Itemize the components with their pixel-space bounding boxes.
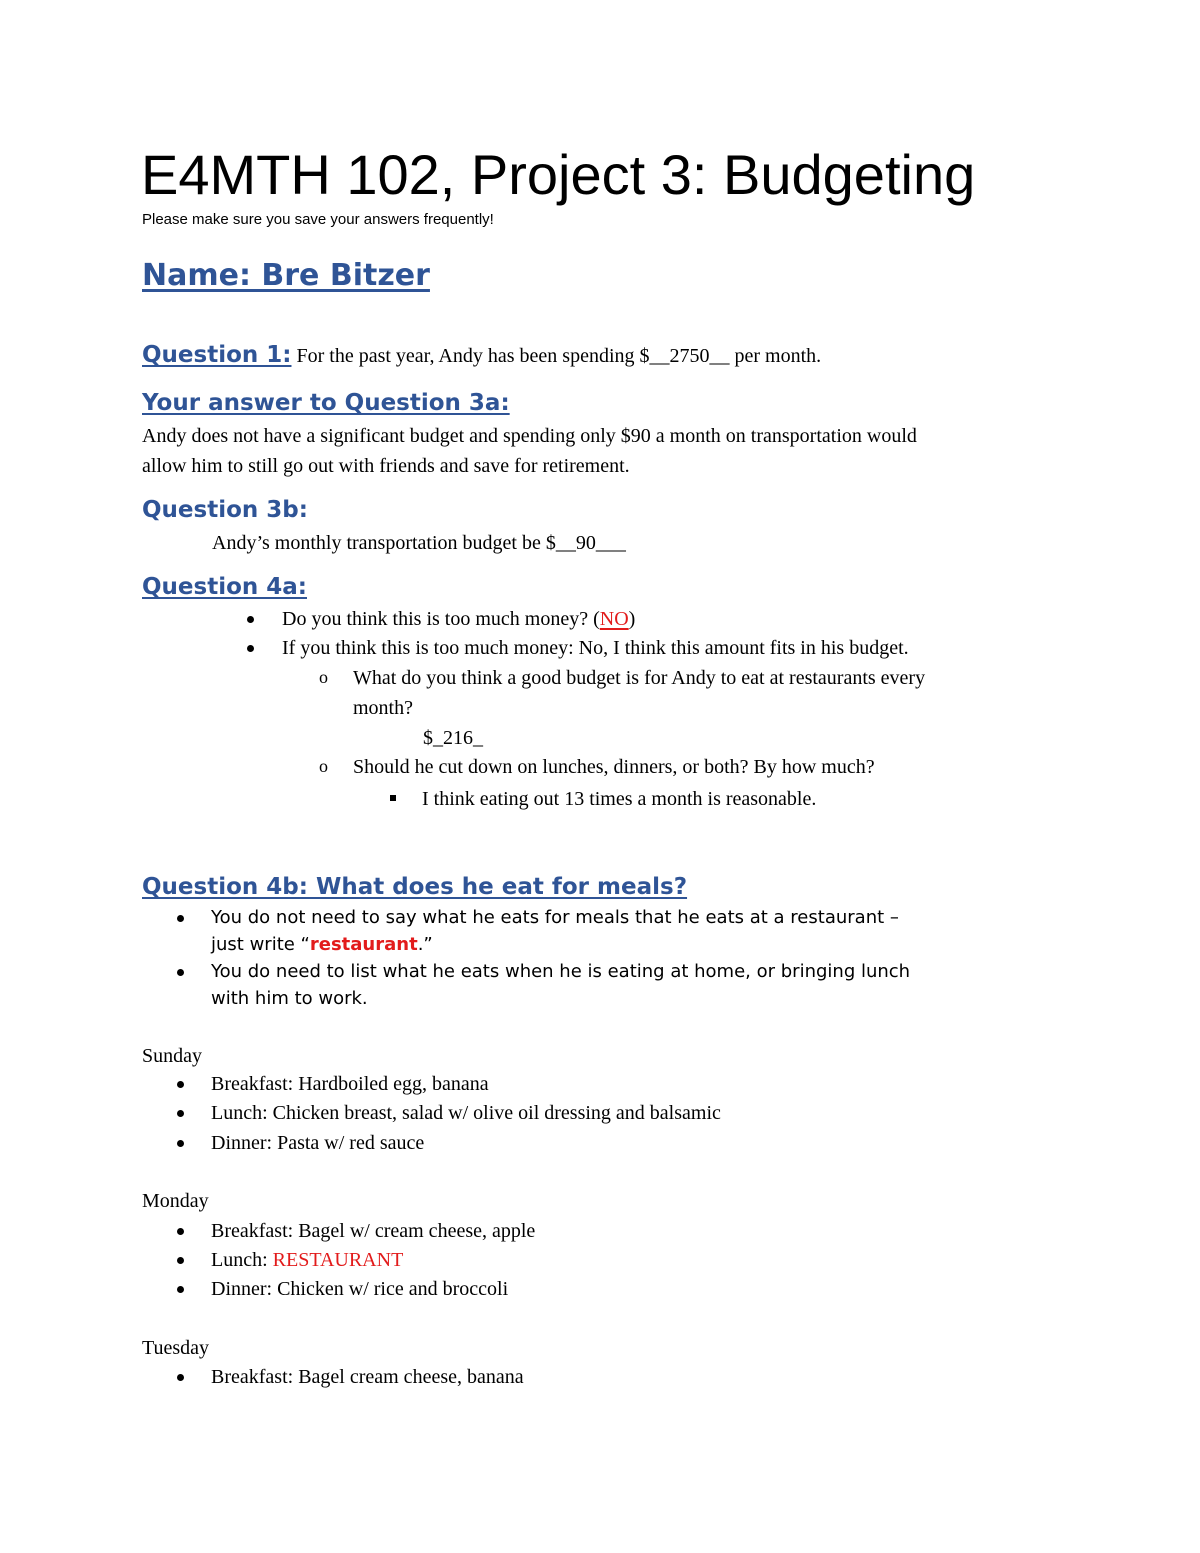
- question-4a-bullet-1-text: Do you think this is too much money? (: [282, 608, 600, 630]
- question-4a-restaurant-budget: $_216_: [423, 727, 483, 749]
- monday-lunch-label: Lunch:: [211, 1249, 273, 1271]
- question-4b-bullet-1-line-1: You do not need to say what he eats for meals that he eats at a restaurant –: [211, 907, 899, 928]
- square-bullet-icon: [390, 795, 396, 801]
- day-sunday: Sunday: [142, 1045, 202, 1067]
- question-4b-bullet-1-suffix: .”: [417, 934, 433, 955]
- question-4a-label: Question 4a:: [142, 574, 307, 600]
- question-3b-label: Question 3b:: [142, 497, 308, 523]
- monday-dinner: Dinner: Chicken w/ rice and broccoli: [211, 1278, 509, 1300]
- question-4a-bullet-1-close: ): [628, 608, 636, 630]
- bullet-icon: [177, 1081, 184, 1088]
- monday-lunch-restaurant: RESTAURANT: [272, 1249, 404, 1271]
- question-4a-sub-2: Should he cut down on lunches, dinners, or both? By how much?: [353, 756, 875, 778]
- question-4b-bullet-1-line-2: [211, 931, 433, 958]
- tuesday-breakfast: Breakfast: Bagel cream cheese, banana: [211, 1366, 524, 1388]
- question-3a-label: Your answer to Question 3a:: [142, 390, 510, 416]
- bullet-icon: [177, 1374, 184, 1381]
- restaurant-keyword: restaurant: [309, 934, 418, 955]
- question-4b-label: Question 4b: What does he eat for meals?: [142, 874, 688, 900]
- question-4b-bullet-1-prefix: just write “: [211, 934, 310, 955]
- bullet-icon: [177, 1228, 184, 1235]
- hollow-bullet-icon: o: [319, 756, 328, 776]
- question-4a-bullet-1: [282, 604, 635, 634]
- question-4a-bullet-2: If you think this is too much money: No, I think this amount fits in his budget.: [282, 637, 909, 659]
- question-1: [142, 340, 821, 371]
- bullet-icon: [177, 969, 184, 976]
- bullet-icon: [177, 1257, 184, 1264]
- question-4b-bullet-2-line-2: with him to work.: [211, 988, 368, 1009]
- document-title: E4MTH 102, Project 3: Budgeting: [141, 143, 976, 206]
- bullet-icon: [177, 1286, 184, 1293]
- question-1-answer: For the past year, Andy has been spending $__2750__ per month.: [291, 345, 822, 367]
- sunday-dinner: Dinner: Pasta w/ red sauce: [211, 1132, 425, 1154]
- bullet-icon: [177, 1110, 184, 1117]
- monday-lunch: [211, 1245, 403, 1275]
- hollow-bullet-icon: o: [319, 667, 328, 687]
- question-4a-sub-1-line-1: What do you think a good budget is for Andy to eat at restaurants every: [353, 667, 926, 689]
- day-monday: Monday: [142, 1190, 209, 1212]
- bullet-icon: [177, 1140, 184, 1147]
- sunday-breakfast: Breakfast: Hardboiled egg, banana: [211, 1073, 489, 1095]
- day-tuesday: Tuesday: [142, 1337, 210, 1359]
- question-4a-sub-sub-1: I think eating out 13 times a month is reasonable.: [422, 788, 817, 810]
- question-3a-answer-line-2: allow him to still go out with friends and save for retirement.: [142, 455, 630, 477]
- question-1-label: Question 1:: [142, 342, 292, 368]
- question-4b-bullet-2-line-1: You do need to list what he eats when he is eating at home, or bringing lunch: [211, 961, 911, 982]
- question-3b-answer: Andy’s monthly transportation budget be $__90___: [212, 532, 626, 554]
- monday-breakfast: Breakfast: Bagel w/ cream cheese, apple: [211, 1220, 536, 1242]
- student-name: Name: Bre Bitzer: [142, 258, 430, 293]
- save-reminder: Please make sure you save your answers frequently!: [142, 211, 494, 228]
- question-4a-answer-no: NO: [599, 608, 629, 630]
- bullet-icon: [247, 645, 254, 652]
- question-3a-answer-line-1: Andy does not have a significant budget and spending only $90 a month on transportation would: [142, 425, 917, 447]
- bullet-icon: [247, 616, 254, 623]
- bullet-icon: [177, 915, 184, 922]
- sunday-lunch: Lunch: Chicken breast, salad w/ olive oil dressing and balsamic: [211, 1102, 721, 1124]
- question-4a-sub-1-line-2: month?: [353, 697, 413, 719]
